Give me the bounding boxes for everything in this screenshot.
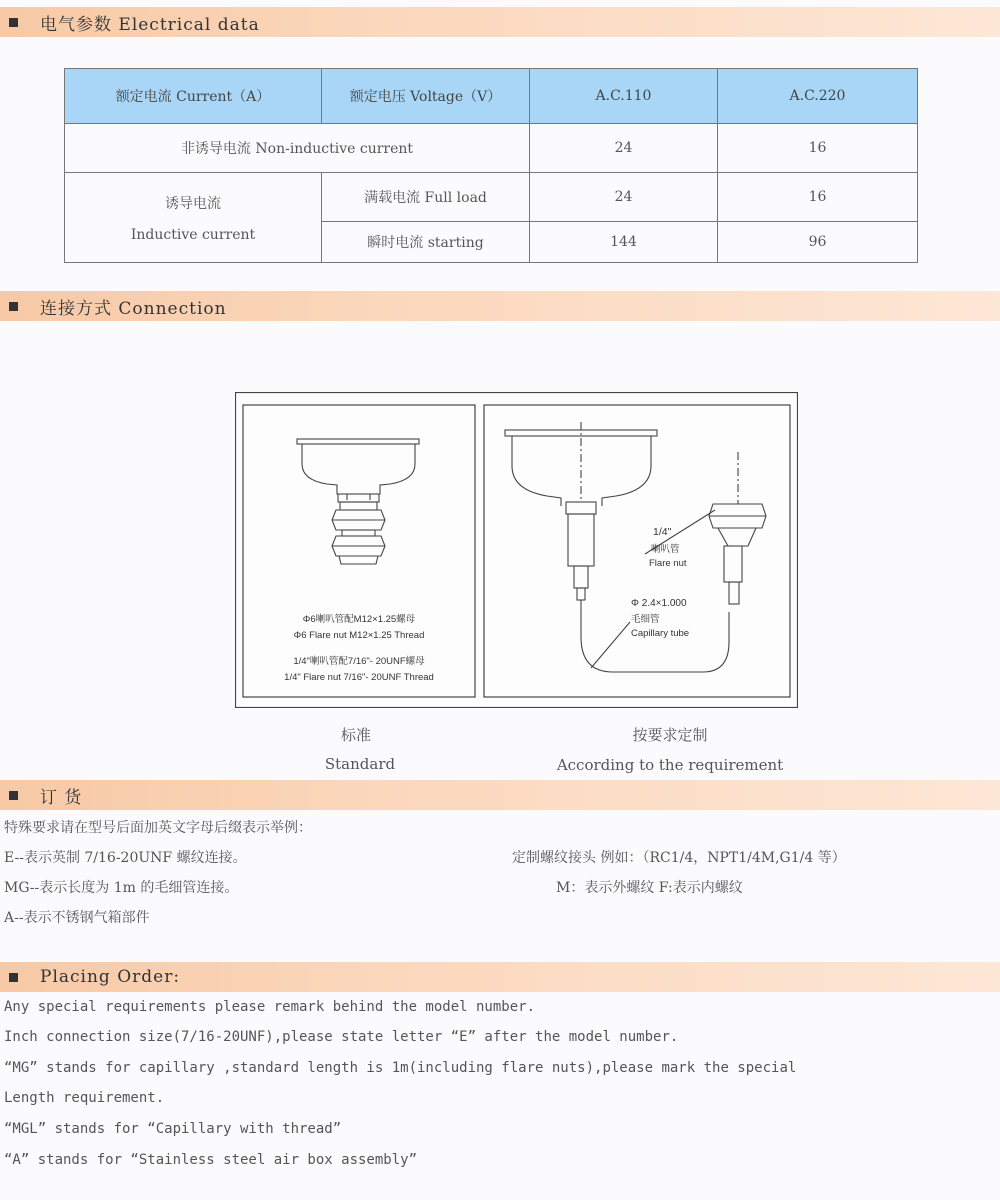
order-cn-e: E--表示英制 7/16-20UNF 螺纹连接。 — [4, 850, 247, 866]
section-header-order-cn — [0, 780, 1000, 810]
caption-standard-en: Standard — [324, 755, 396, 773]
sub-label: 满载电流 Full load — [322, 173, 530, 222]
flare-size-label: 1/4" — [653, 526, 672, 538]
table-header-row — [65, 69, 918, 124]
capillary-en-label: Capillary tube — [631, 628, 690, 639]
square-bullet-icon — [9, 18, 18, 27]
section-title: 连接方式 Connection — [40, 298, 227, 319]
section-title: 订 货 — [40, 787, 83, 808]
sub-label: 瞬时电流 starting — [322, 222, 530, 263]
flare-cn-label: 喇叭管 — [651, 544, 680, 555]
row-label: 非诱导电流 Non-inductive current — [65, 124, 530, 173]
capillary-cn-label: 毛细管 — [631, 614, 660, 625]
square-bullet-icon — [9, 302, 18, 311]
square-bullet-icon — [9, 791, 18, 800]
row-label-inductive — [65, 173, 322, 263]
order-en-line: Any special requirements please remark behind the model number. — [4, 999, 536, 1015]
standard-spec-1: Φ6喇叭管配M12×1.25螺母 — [302, 614, 416, 625]
connection-diagram — [235, 392, 798, 708]
order-cn-mg: MG--表示长度为 1m 的毛细管连接。 — [4, 880, 239, 896]
section-header-connection — [0, 291, 1000, 321]
section-title: Placing Order: — [40, 967, 181, 987]
header-cell: 额定电流 Current（A） — [65, 69, 322, 124]
header-cell: A.C.110 — [530, 69, 718, 124]
cell-value: 24 — [530, 173, 718, 222]
cell-value: 16 — [718, 173, 918, 222]
caption-custom-en: According to the requirement — [556, 756, 784, 774]
square-bullet-icon — [9, 973, 18, 982]
section-title: 电气参数 Electrical data — [40, 14, 260, 35]
row-label-cn: 诱导电流 — [165, 195, 221, 212]
section-header-electrical — [0, 7, 1000, 37]
order-cn-a: A--表示不锈钢气箱部件 — [4, 910, 150, 926]
section-header-order-en — [0, 962, 1000, 992]
header-cell: A.C.220 — [718, 69, 918, 124]
row-label-en: Inductive current — [130, 226, 256, 243]
caption-custom-cn: 按要求定制 — [632, 726, 708, 744]
order-cn-thread: 定制螺纹接头 例如：（RC1/4，NPT1/4M,G1/4 等） — [512, 850, 846, 866]
table-row — [65, 124, 918, 173]
cell-value: 96 — [718, 222, 918, 263]
standard-spec-4: 1/4" Flare nut 7/16"- 20UNF Thread — [284, 672, 434, 683]
cell-value: 16 — [718, 124, 918, 173]
order-cn-mf: M：表示外螺纹 F:表示内螺纹 — [556, 880, 743, 896]
cell-value: 144 — [530, 222, 718, 263]
order-cn-intro: 特殊要求请在型号后面加英文字母后缀表示举例： — [4, 820, 312, 836]
flare-en-label: Flare nut — [649, 558, 687, 569]
standard-spec-3: 1/4"喇叭管配7/16"- 20UNF螺母 — [293, 656, 425, 667]
capillary-size-label: Φ 2.4×1.000 — [631, 598, 687, 609]
order-en-line: “MGL” stands for “Capillary with thread” — [4, 1121, 342, 1137]
order-en-line: Length requirement. — [4, 1090, 165, 1106]
electrical-data-table — [64, 68, 918, 263]
cell-value: 24 — [530, 124, 718, 173]
order-en-line: Inch connection size(7/16-20UNF),please state letter “E” after the model number. — [4, 1029, 679, 1045]
caption-standard-cn: 标准 — [340, 726, 371, 744]
order-en-line: “MG” stands for capillary ,standard length is 1m(including flare nuts),please mark the special — [4, 1060, 797, 1076]
header-cell: 额定电压 Voltage（V） — [322, 69, 530, 124]
order-en-line: “A” stands for “Stainless steel air box assembly” — [4, 1152, 418, 1168]
table-row — [65, 173, 918, 222]
standard-spec-2: Φ6 Flare nut M12×1.25 Thread — [293, 630, 425, 641]
